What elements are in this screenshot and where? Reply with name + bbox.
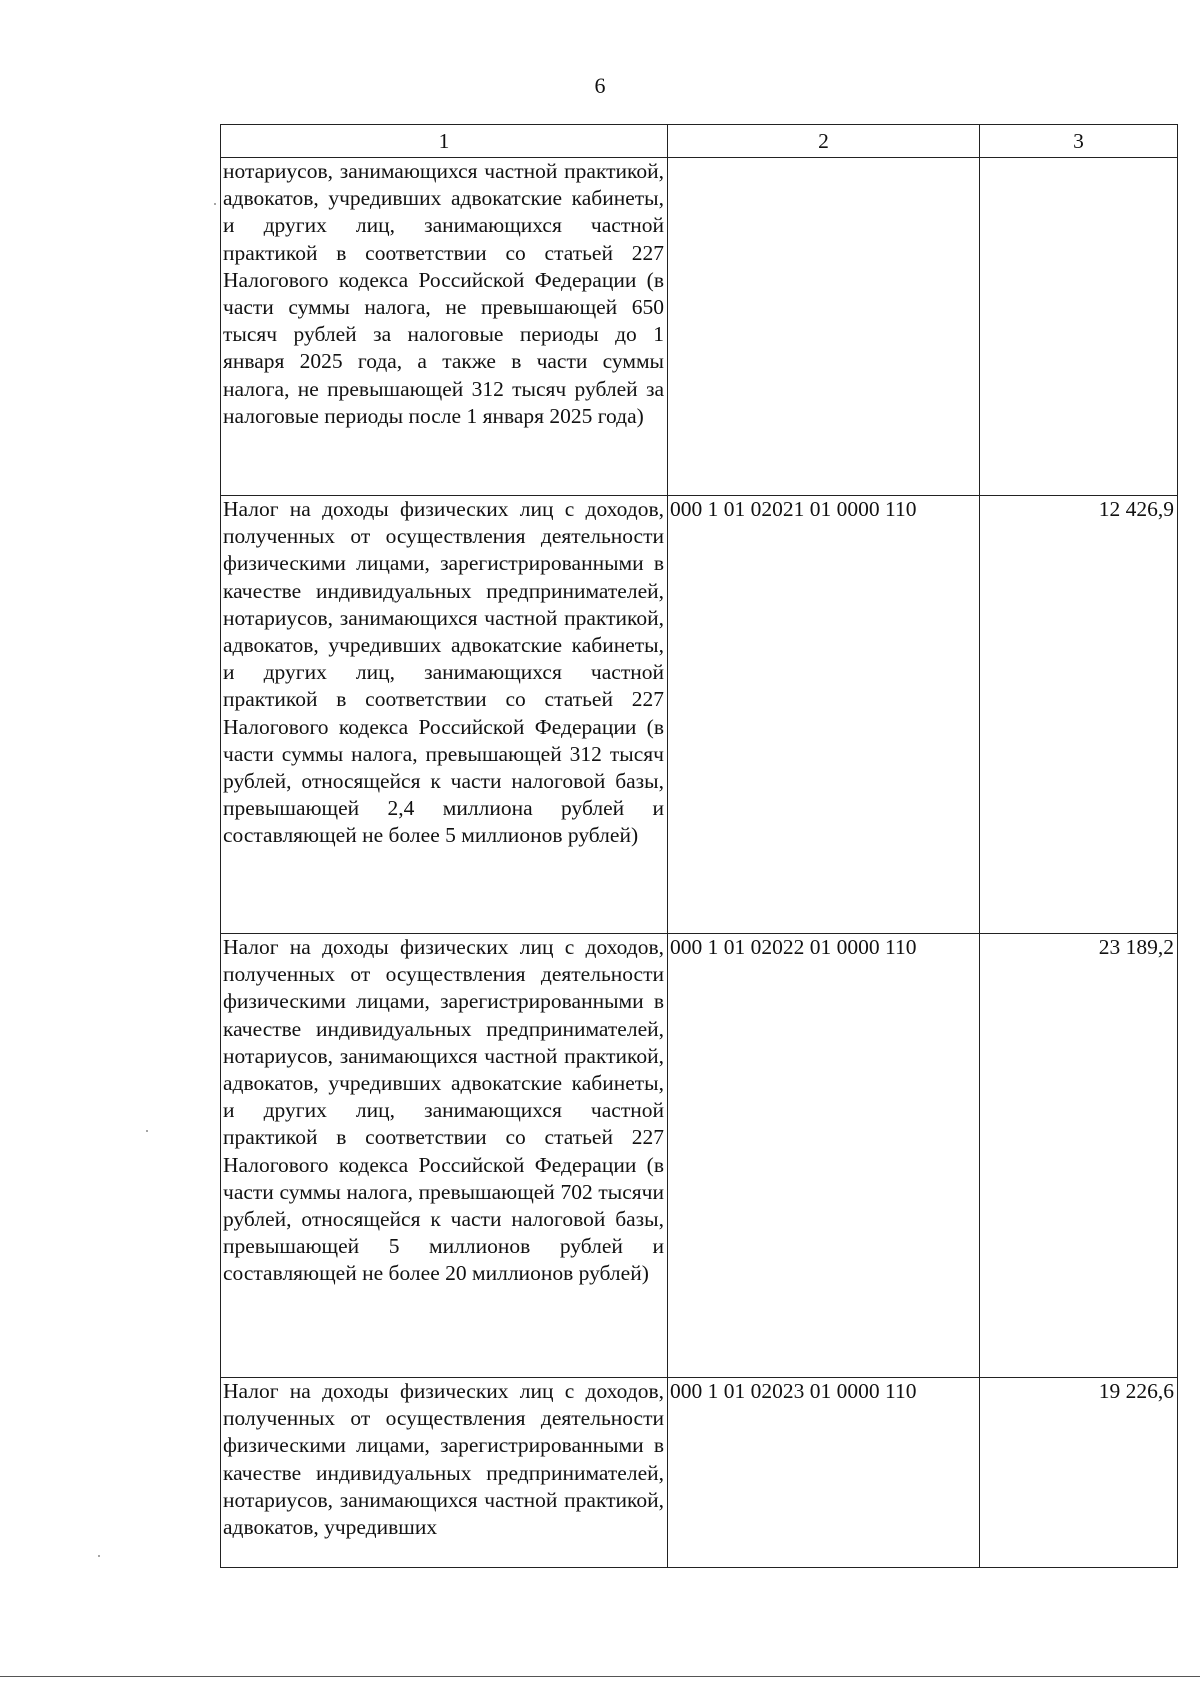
budget-classification-code: 000 1 01 02021 01 0000 110 (668, 496, 980, 934)
column-header-3: 3 (980, 125, 1178, 158)
amount-value: 19 226,6 (980, 1378, 1178, 1568)
income-name: Налог на доходы физических лиц с доходов, полученных от осуществления деятельности физическими лицами, зарегистрированными в качестве индивидуальных предпринимателей, нотариусов, занимающихся частной практикой, адвокатов, учредивших адвокатские кабинеты, и других лиц, занимающихся частной практикой в соответствии со статьей 227 Налогового кодекса Российской Федерации (в части суммы налога, превышающей 312 тысяч рублей, относящейся к части налоговой базы, превышающей 2,4 миллиона рублей и составляющей не более 5 миллионов рублей) (221, 496, 668, 934)
income-name: нотариусов, занимающихся частной практикой, адвокатов, учредивших адвокатские кабинеты, и других лиц, занимающихся частной практикой в соответствии со статьей 227 Налогового кодекса Российской Федерации (в части суммы налога, не превышающей 650 тысяч рублей за налоговые периоды до 1 января 2025 года, а также в части суммы налога, не превышающей 312 тысяч рублей за налоговые периоды после 1 января 2025 года) (221, 158, 668, 496)
income-name: Налог на доходы физических лиц с доходов, полученных от осуществления деятельности физическими лицами, зарегистрированными в качестве индивидуальных предпринимателей, нотариусов, занимающихся частной практикой, адвокатов, учредивших адвокатские кабинеты, и других лиц, занимающихся частной практикой в соответствии со статьей 227 Налогового кодекса Российской Федерации (в части суммы налога, превышающей 702 тысячи рублей, относящейся к части налоговой базы, превышающей 5 миллионов рублей и составляющей не более 20 миллионов рублей) (221, 934, 668, 1378)
table-row (221, 158, 1178, 496)
page-number: 6 (594, 73, 606, 98)
scan-speck (98, 1555, 100, 1557)
column-header-2: 2 (668, 125, 980, 158)
scan-speck (146, 1130, 148, 1132)
scan-speck (214, 203, 216, 205)
amount-value: 12 426,9 (980, 496, 1178, 934)
table-header-row (221, 125, 1178, 158)
amount-value (980, 158, 1178, 496)
column-header-1: 1 (221, 125, 668, 158)
table-row (221, 496, 1178, 934)
page-bottom-rule (0, 1676, 1200, 1677)
table-row (221, 934, 1178, 1378)
table-row (221, 1378, 1178, 1568)
amount-value: 23 189,2 (980, 934, 1178, 1378)
budget-classification-code: 000 1 01 02022 01 0000 110 (668, 934, 980, 1378)
revenue-table (220, 124, 1178, 1568)
budget-classification-code: 000 1 01 02023 01 0000 110 (668, 1378, 980, 1568)
income-name: Налог на доходы физических лиц с доходов, полученных от осуществления деятельности физическими лицами, зарегистрированными в качестве индивидуальных предпринимателей, нотариусов, занимающихся частной практикой, адвокатов, учредивших (221, 1378, 668, 1568)
budget-classification-code (668, 158, 980, 496)
